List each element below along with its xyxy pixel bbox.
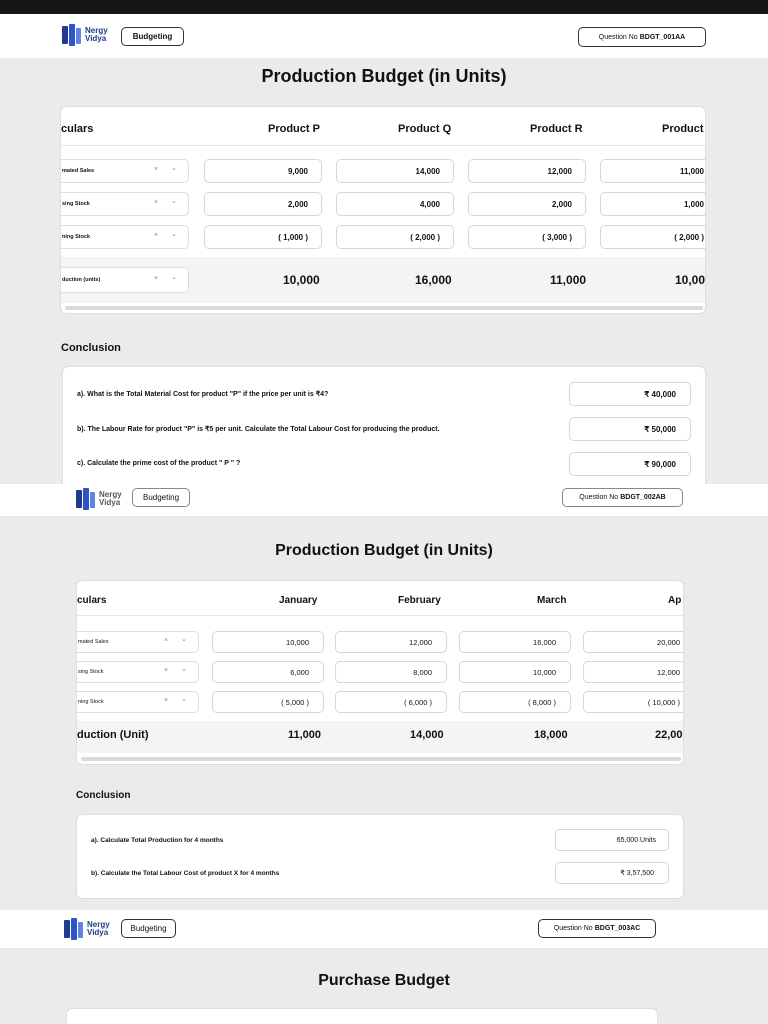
value-input[interactable]: 10,000: [459, 661, 571, 683]
value-input[interactable]: 12,000: [468, 159, 586, 183]
total-label: duction (Unit): [77, 729, 149, 741]
value-input[interactable]: ( 10,000 ): [583, 691, 684, 713]
panel-question-3: [0, 910, 768, 1024]
total-value: 11,000: [288, 729, 322, 741]
top-dark-bar: [0, 0, 768, 14]
question-id: BDGT_001AA: [639, 33, 686, 41]
value-input[interactable]: ( 5,000 ): [212, 691, 324, 713]
col-header-4: Product: [662, 123, 704, 135]
answer-field[interactable]: ₹ 3,57,500: [555, 862, 669, 884]
value-input[interactable]: ( 2,000 ): [336, 225, 454, 249]
conclusion-card: [76, 814, 684, 899]
horizontal-scrollbar[interactable]: [65, 306, 703, 310]
logo-line2: Vidya: [99, 498, 121, 507]
clear-icon[interactable]: ×: [154, 199, 159, 206]
budget-table-card: [76, 580, 684, 765]
row-selector[interactable]: [60, 225, 189, 249]
clear-icon[interactable]: ×: [154, 232, 159, 239]
col-header-3: March: [537, 595, 567, 606]
value-input[interactable]: 14,000: [336, 159, 454, 183]
total-value: 14,000: [410, 729, 444, 741]
header-divider: [61, 145, 706, 146]
col-particulars: culars: [61, 123, 94, 135]
chevron-down-icon[interactable]: ⌄: [181, 636, 187, 643]
value-input[interactable]: 12,000: [583, 661, 684, 683]
question-text: a). What is the Total Material Cost for product "P" if the price per unit is ₹4?: [77, 391, 329, 398]
question-label: Question No: [553, 925, 593, 932]
row-label: mated Sales: [62, 168, 95, 174]
panel-question-1: [0, 14, 768, 492]
value-input[interactable]: 12,000: [335, 631, 447, 653]
total-value: 16,000: [415, 273, 452, 287]
value-input[interactable]: ( 2,000 ): [600, 225, 706, 249]
value-input[interactable]: ( 6,000 ): [335, 691, 447, 713]
chevron-down-icon[interactable]: ⌄: [171, 231, 177, 238]
answer-field[interactable]: ₹ 50,000: [569, 417, 691, 441]
question-id: BDGT_002AB: [620, 494, 666, 501]
clear-icon[interactable]: ×: [164, 637, 169, 644]
row-selector[interactable]: [76, 631, 199, 653]
panel-question-2: [0, 484, 768, 910]
header-bar: [0, 910, 768, 948]
nergy-vidya-logo: [64, 918, 110, 940]
row-selector[interactable]: [76, 691, 199, 713]
col-header-2: Product Q: [398, 123, 452, 135]
value-input[interactable]: 2,000: [468, 192, 586, 216]
header-divider: [77, 615, 684, 616]
chevron-down-icon[interactable]: ⌄: [171, 198, 177, 205]
total-row: [77, 721, 684, 753]
col-header-1: January: [279, 595, 318, 606]
page-title: Production Budget (in Units): [275, 542, 493, 559]
col-header-4: Ap: [668, 595, 682, 606]
answer-field[interactable]: ₹ 90,000: [569, 452, 691, 476]
total-label: duction (units): [62, 277, 101, 283]
header-bar: [0, 484, 768, 516]
question-number-badge: [562, 488, 683, 507]
budgeting-tag[interactable]: Budgeting: [121, 919, 176, 938]
question-number-badge: [538, 919, 656, 938]
budget-table-card: [60, 106, 706, 314]
row-label: ning Stock: [62, 234, 91, 240]
question-text: a). Calculate Total Production for 4 months: [91, 837, 224, 844]
col-header-3: Product R: [530, 123, 583, 135]
question-number-badge: [578, 27, 706, 47]
value-input[interactable]: 8,000: [335, 661, 447, 683]
chevron-down-icon[interactable]: ⌄: [181, 696, 187, 703]
col-particulars: culars: [77, 595, 107, 606]
question-text: c). Calculate the prime cost of the product " P " ?: [77, 460, 241, 467]
value-input[interactable]: 2,000: [204, 192, 322, 216]
total-value: 22,00: [655, 729, 683, 741]
col-header-1: Product P: [268, 123, 320, 135]
answer-field[interactable]: 65,000 Units: [555, 829, 669, 851]
row-label: mated Sales: [78, 639, 109, 645]
logo-line1: Nergy: [99, 490, 122, 499]
clear-icon[interactable]: ×: [154, 275, 159, 282]
logo-icon: [62, 24, 82, 46]
chevron-down-icon[interactable]: ⌄: [171, 274, 177, 281]
value-input[interactable]: ( 3,000 ): [468, 225, 586, 249]
value-input[interactable]: 6,000: [212, 661, 324, 683]
question-label: Question No: [579, 494, 619, 501]
conclusion-heading: Conclusion: [61, 342, 121, 354]
chevron-down-icon[interactable]: ⌄: [181, 666, 187, 673]
page-title: Production Budget (in Units): [261, 66, 507, 86]
value-input[interactable]: ( 8,000 ): [459, 691, 571, 713]
header-bar: [0, 14, 768, 58]
question-text: b). Calculate the Total Labour Cost of product X for 4 months: [91, 870, 280, 877]
value-input[interactable]: 20,000: [583, 631, 684, 653]
logo-icon: [76, 488, 96, 510]
total-row-selector[interactable]: [60, 267, 189, 293]
value-input[interactable]: 9,000: [204, 159, 322, 183]
question-text: b). The Labour Rate for product "P" is ₹5 per unit. Calculate the Total Labour Cost for producing the product.: [77, 426, 440, 433]
clear-icon[interactable]: ×: [164, 697, 169, 704]
value-input[interactable]: 10,000: [212, 631, 324, 653]
row-label: ning Stock: [78, 699, 104, 705]
nergy-vidya-logo: [76, 488, 122, 510]
col-header-2: February: [398, 595, 441, 606]
row-selector[interactable]: [76, 661, 199, 683]
value-input[interactable]: ( 1,000 ): [204, 225, 322, 249]
conclusion-heading: Conclusion: [76, 790, 131, 801]
total-value: 10,00: [675, 273, 706, 287]
logo-line2: Vidya: [85, 34, 107, 43]
page-title: Purchase Budget: [318, 972, 450, 989]
total-value: 11,000: [550, 273, 587, 287]
row-selector[interactable]: [60, 159, 189, 183]
logo-line2: Vidya: [87, 928, 109, 937]
logo-icon: [64, 918, 84, 940]
question-id: BDGT_003AC: [594, 925, 641, 932]
value-input[interactable]: 1,000: [600, 192, 706, 216]
total-value: 18,000: [534, 729, 568, 741]
row-label: sing Stock: [78, 669, 104, 675]
budgeting-tag[interactable]: Budgeting: [121, 27, 184, 46]
horizontal-scrollbar[interactable]: [81, 757, 681, 761]
chevron-down-icon[interactable]: ⌄: [171, 165, 177, 172]
value-input[interactable]: 11,000: [600, 159, 706, 183]
clear-icon[interactable]: ×: [164, 667, 169, 674]
logo-line1: Nergy: [87, 920, 110, 929]
conclusion-card: [62, 366, 706, 490]
value-input[interactable]: 4,000: [336, 192, 454, 216]
row-label: sing Stock: [62, 201, 90, 207]
clear-icon[interactable]: ×: [154, 166, 159, 173]
nergy-vidya-logo: [62, 24, 108, 46]
row-selector[interactable]: [60, 192, 189, 216]
budgeting-tag[interactable]: Budgeting: [132, 488, 190, 507]
question-label: Question No: [598, 33, 638, 41]
value-input[interactable]: 16,000: [459, 631, 571, 653]
answer-field[interactable]: ₹ 40,000: [569, 382, 691, 406]
total-value: 10,000: [283, 273, 320, 287]
budget-table-card: [66, 1008, 658, 1024]
logo-line1: Nergy: [85, 26, 108, 35]
